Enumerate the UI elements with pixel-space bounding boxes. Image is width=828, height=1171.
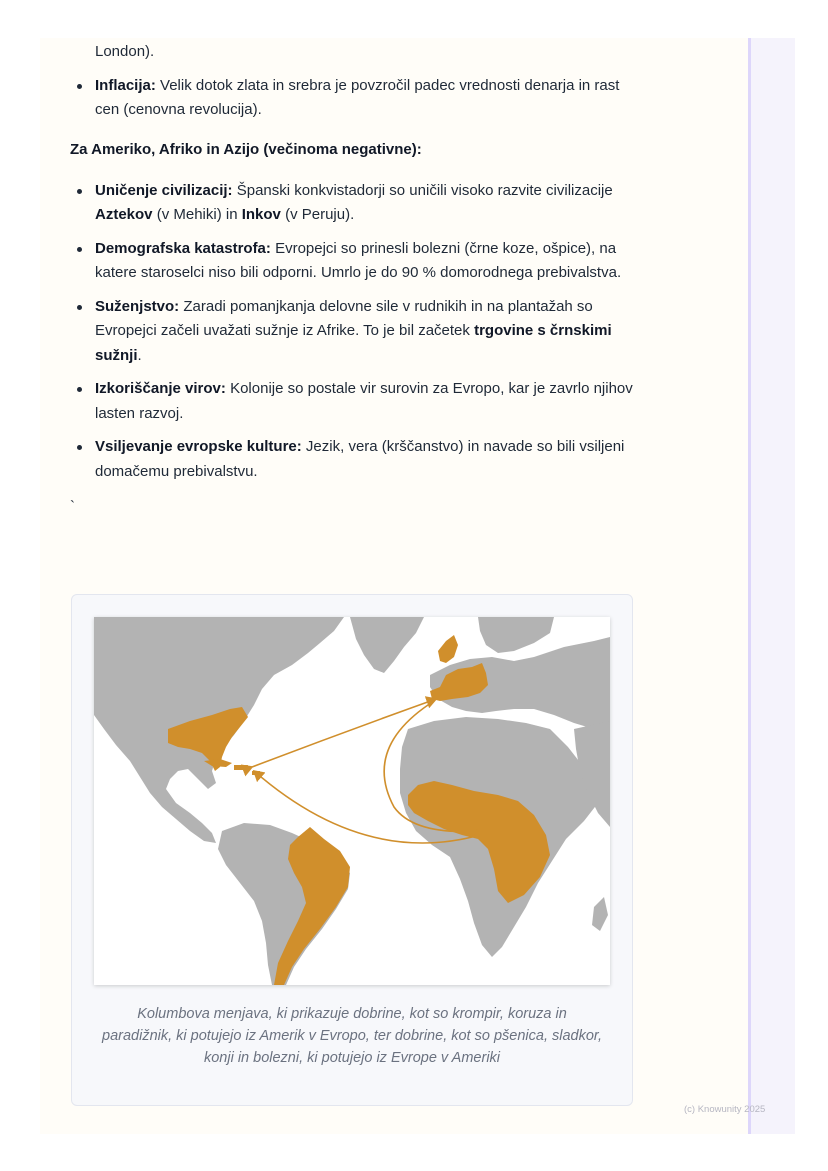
list-item-continued: London). bbox=[95, 43, 155, 60]
document-content bbox=[70, 40, 640, 518]
copyright-footer: (c) Knowunity 2025 bbox=[684, 1104, 766, 1115]
list-item-suzenjstvo: Suženjstvo: Zaradi pomanjkanja delovne sile v rudnikih in na plantažah so Evropejci začeli uvažati sužnje iz Afrike. To je bil začetek trgovine s črnskimi sužnji. bbox=[70, 295, 640, 369]
top-bullet-list bbox=[70, 40, 640, 123]
figure-box bbox=[71, 594, 633, 1106]
stray-backtick: ` bbox=[70, 498, 75, 515]
list-item-inflacija: Inflacija: Velik dotok zlata in srebra je povzročil padec vrednosti denarja in rast cen (cenovna revolucija). bbox=[70, 74, 640, 123]
side-panel bbox=[748, 38, 795, 1134]
madagascar-landmass bbox=[592, 897, 608, 931]
columbian-exchange-map bbox=[94, 617, 610, 985]
list-item-demografska: Demografska katastrofa: Evropejci so prinesli bolezni (črne koze, ošpice), na katere staroselci niso bili odporni. Umrlo je do 90 % domorodnega prebivalstva. bbox=[70, 237, 640, 286]
list-item-vsiljevanje: Vsiljevanje evropske kulture: Jezik, vera (krščanstvo) in navade so bili vsiljeni domačemu prebivalstvu. bbox=[70, 435, 640, 484]
effects-bullet-list bbox=[70, 179, 640, 485]
scandinavia-landmass bbox=[478, 617, 554, 653]
section-heading: Za Ameriko, Afriko in Azijo (večinoma negativne): bbox=[70, 140, 422, 158]
map-svg bbox=[94, 617, 610, 985]
figure-caption: Kolumbova menjava, ki prikazuje dobrine, kot so krompir, koruza in paradižnik, ki potujejo iz Amerik v Evropo, ter dobrine, kot so pšenica, sladkor, konji in bolezni, ki potujejo iz Evrope v Ameriki bbox=[102, 1006, 602, 1066]
list-item-unicenje: Uničenje civilizacij: Španski konkvistadorji so uničili visoko razvite civilizacije Aztekov (v Mehiki) in Inkov (v Peruju). bbox=[70, 179, 640, 228]
list-item-izkoriscanje: Izkoriščanje virov: Kolonije so postale vir surovin za Evropo, kar je zavrlo njihov lasten razvoj. bbox=[70, 377, 640, 426]
greenland-landmass bbox=[350, 617, 424, 673]
